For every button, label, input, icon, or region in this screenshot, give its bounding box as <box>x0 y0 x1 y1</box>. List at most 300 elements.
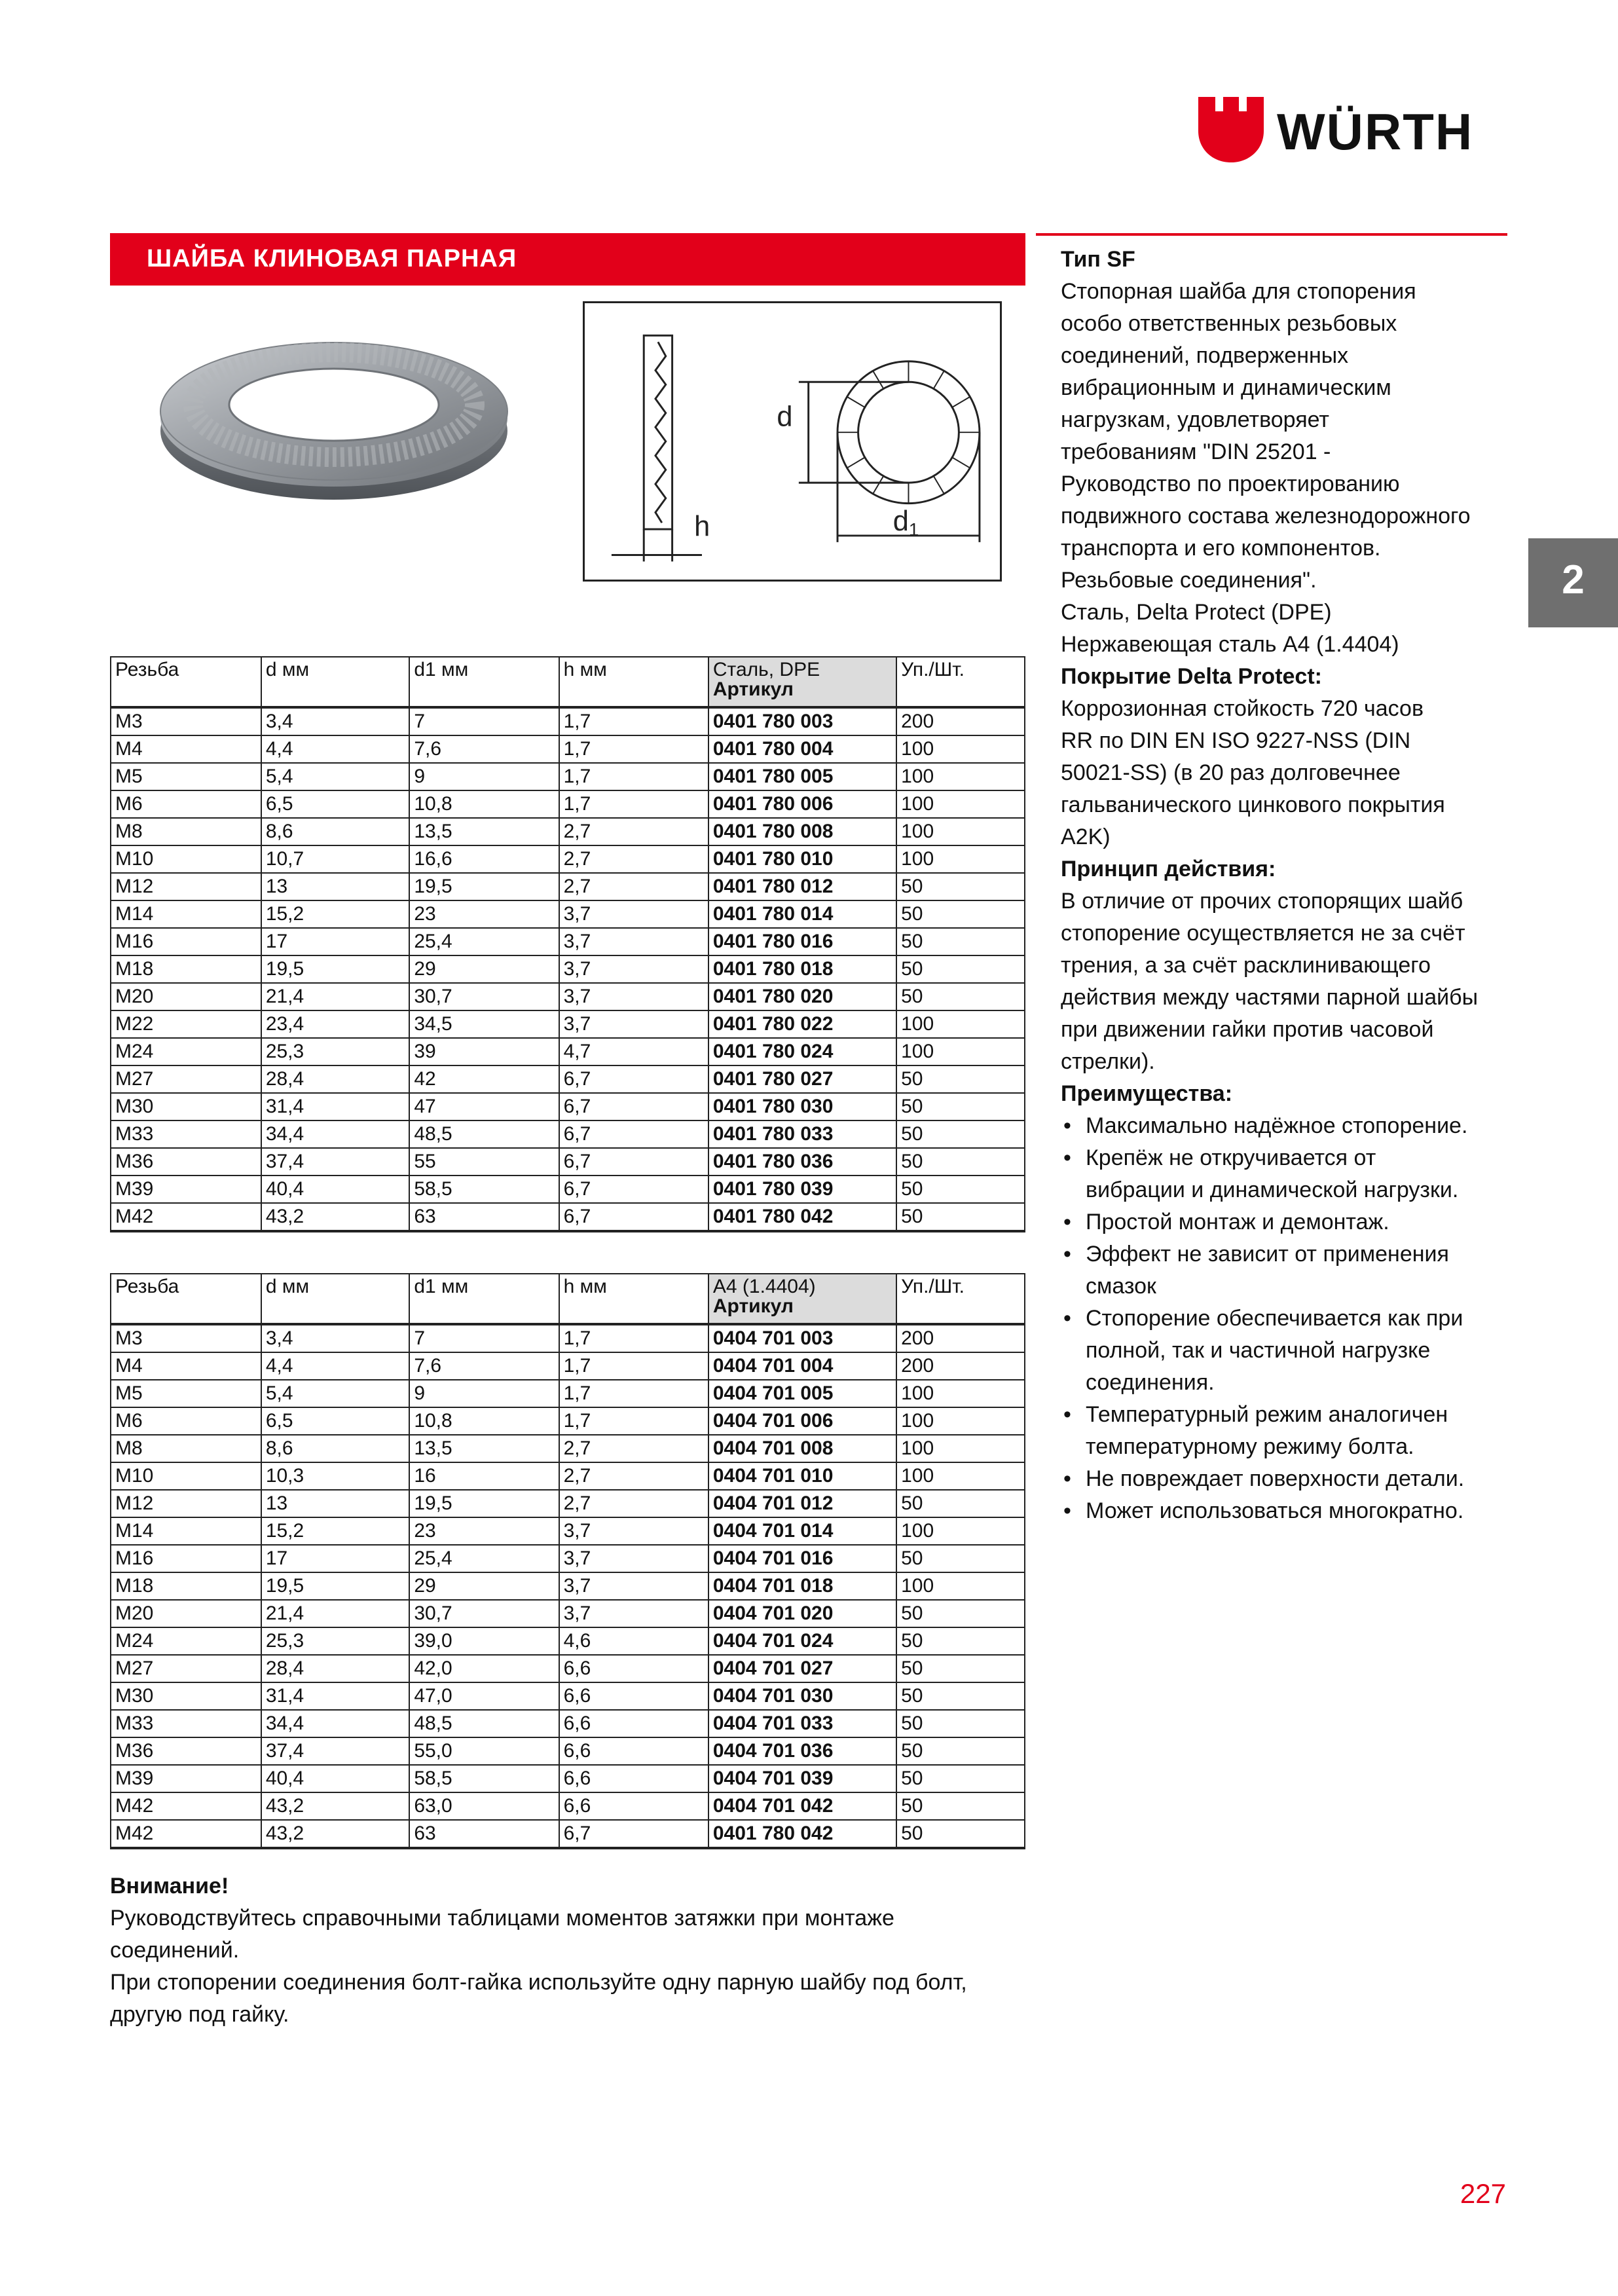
col-header-thread: Резьба <box>111 1274 261 1324</box>
table-row <box>111 1792 1025 1820</box>
cell-h: 6,6 <box>559 1710 708 1737</box>
cell-thread: M24 <box>111 1627 261 1655</box>
cell-d1: 48,5 <box>409 1710 559 1737</box>
table-header-row <box>111 1274 1025 1324</box>
cell-pack: 100 <box>896 735 1025 763</box>
principle-text-line: действия между частями парной шайбы <box>1061 985 1479 1010</box>
cell-article: 0401 780 027 <box>708 1065 896 1093</box>
cell-thread: M42 <box>111 1203 261 1231</box>
notice <box>110 1870 1040 2031</box>
cell-h: 6,7 <box>559 1148 708 1176</box>
table-row <box>111 1572 1025 1600</box>
cell-pack: 50 <box>896 1148 1025 1176</box>
cell-h: 1,7 <box>559 790 708 818</box>
cell-d1: 55,0 <box>409 1737 559 1765</box>
drawing-label-d: d <box>777 401 793 433</box>
cell-d1: 25,4 <box>409 928 559 955</box>
cell-h: 2,7 <box>559 845 708 873</box>
cell-pack: 50 <box>896 955 1025 983</box>
cell-h: 6,7 <box>559 1203 708 1231</box>
cell-thread: M36 <box>111 1148 261 1176</box>
cell-article: 0401 780 008 <box>708 818 896 845</box>
col-header-thread: Резьба <box>111 657 261 707</box>
advantage-item <box>1061 1110 1519 1142</box>
table-row <box>111 1710 1025 1737</box>
cell-article: 0401 780 039 <box>708 1176 896 1203</box>
cell-h: 6,6 <box>559 1765 708 1792</box>
cell-d: 15,2 <box>261 900 410 928</box>
cell-d1: 47 <box>409 1093 559 1120</box>
cell-d1: 9 <box>409 763 559 790</box>
cell-pack: 50 <box>896 1065 1025 1093</box>
cell-d: 43,2 <box>261 1792 410 1820</box>
cell-d: 13 <box>261 1490 410 1517</box>
cell-article: 0404 701 003 <box>708 1324 896 1352</box>
cell-article: 0404 701 018 <box>708 1572 896 1600</box>
cell-thread: M12 <box>111 873 261 900</box>
cell-d: 34,4 <box>261 1710 410 1737</box>
cell-h: 6,6 <box>559 1737 708 1765</box>
cell-thread: M8 <box>111 818 261 845</box>
principle-text-line: стопорение осуществляется не за счёт <box>1061 921 1465 946</box>
type-text <box>1061 276 1519 661</box>
col-header-material: Сталь, DPE <box>712 659 820 680</box>
type-text-line: нагрузкам, удовлетворяет <box>1061 407 1329 432</box>
advantage-item-line: • Стопорение обеспечивается как при <box>1086 1306 1463 1331</box>
cell-d1: 7,6 <box>409 1352 559 1380</box>
table-row <box>111 873 1025 900</box>
cell-article: 0401 780 022 <box>708 1010 896 1038</box>
cell-h: 6,6 <box>559 1792 708 1820</box>
coating-text <box>1061 693 1519 853</box>
table-row <box>111 1324 1025 1352</box>
table-row <box>111 1517 1025 1545</box>
table-row <box>111 818 1025 845</box>
cell-thread: M30 <box>111 1682 261 1710</box>
cell-thread: M20 <box>111 983 261 1010</box>
cell-pack: 50 <box>896 1682 1025 1710</box>
cell-d1: 29 <box>409 1572 559 1600</box>
cell-pack: 50 <box>896 1710 1025 1737</box>
table-row <box>111 1407 1025 1435</box>
cell-article: 0401 780 005 <box>708 763 896 790</box>
col-header-article-label: Артикул <box>712 1295 794 1317</box>
cell-pack: 100 <box>896 763 1025 790</box>
type-text-line: особо ответственных резьбовых <box>1061 311 1397 336</box>
cell-article: 0404 701 008 <box>708 1435 896 1462</box>
table-row <box>111 1765 1025 1792</box>
cell-h: 6,7 <box>559 1176 708 1203</box>
cell-article: 0401 780 030 <box>708 1093 896 1120</box>
cell-d1: 9 <box>409 1380 559 1407</box>
cell-thread: M6 <box>111 1407 261 1435</box>
cell-h: 6,7 <box>559 1065 708 1093</box>
cell-article: 0404 701 012 <box>708 1490 896 1517</box>
advantage-item-line: • Крепёж не откручивается от <box>1086 1145 1376 1170</box>
table-row <box>111 1820 1025 1848</box>
col-header-d1: d1 мм <box>409 1274 559 1324</box>
col-header-d1: d1 мм <box>409 657 559 707</box>
notice-text-line: При стопорении соединения болт-гайка используйте одну парную шайбу под болт, <box>110 1970 967 1995</box>
table-row <box>111 1093 1025 1120</box>
cell-d: 25,3 <box>261 1627 410 1655</box>
cell-pack: 50 <box>896 873 1025 900</box>
cell-h: 6,6 <box>559 1682 708 1710</box>
table-row <box>111 1065 1025 1093</box>
cell-article: 0401 780 018 <box>708 955 896 983</box>
wurth-logo <box>1198 97 1506 162</box>
cell-pack: 50 <box>896 1792 1025 1820</box>
cell-article: 0401 780 024 <box>708 1038 896 1065</box>
advantage-item-line: • Максимально надёжное стопорение. <box>1086 1113 1468 1138</box>
cell-pack: 100 <box>896 818 1025 845</box>
drawing-label-h: h <box>694 510 710 542</box>
table-row <box>111 1737 1025 1765</box>
cell-article: 0404 701 020 <box>708 1600 896 1627</box>
table-body <box>111 707 1025 1231</box>
principle-text-line: В отличие от прочих стопорящих шайб <box>1061 889 1463 914</box>
cell-d1: 58,5 <box>409 1765 559 1792</box>
cell-thread: M3 <box>111 1324 261 1352</box>
cell-pack: 200 <box>896 707 1025 735</box>
type-heading: Тип SF <box>1061 247 1135 272</box>
advantage-item <box>1061 1399 1519 1463</box>
cell-h: 1,7 <box>559 707 708 735</box>
principle-text <box>1061 885 1519 1078</box>
cell-d: 19,5 <box>261 1572 410 1600</box>
drawing-label-d1-sub: 1 <box>908 519 919 540</box>
cell-thread: M18 <box>111 1572 261 1600</box>
cell-d1: 63 <box>409 1203 559 1231</box>
col-header-d: d мм <box>261 1274 410 1324</box>
cell-d1: 63 <box>409 1820 559 1848</box>
notice-text-line: другую под гайку. <box>110 2002 289 2027</box>
cell-h: 3,7 <box>559 1572 708 1600</box>
table-row <box>111 763 1025 790</box>
cell-article: 0404 701 024 <box>708 1627 896 1655</box>
cell-article: 0404 701 010 <box>708 1462 896 1490</box>
table-row <box>111 955 1025 983</box>
cell-thread: M18 <box>111 955 261 983</box>
cell-h: 1,7 <box>559 1352 708 1380</box>
principle-heading: Принцип действия: <box>1061 857 1276 881</box>
advantage-item-line: соединения. <box>1086 1370 1215 1395</box>
header-rule <box>1036 233 1507 236</box>
cell-pack: 50 <box>896 928 1025 955</box>
cell-thread: M6 <box>111 790 261 818</box>
col-header-material: A4 (1.4404) <box>712 1276 816 1297</box>
cell-h: 2,7 <box>559 818 708 845</box>
cell-h: 4,6 <box>559 1627 708 1655</box>
title-band <box>110 233 1025 286</box>
advantage-item-line: • Может использоваться многократно. <box>1086 1498 1464 1523</box>
cell-d: 40,4 <box>261 1176 410 1203</box>
cell-d: 31,4 <box>261 1093 410 1120</box>
cell-pack: 50 <box>896 1600 1025 1627</box>
notice-text-line: соединений. <box>110 1938 240 1963</box>
cell-h: 1,7 <box>559 735 708 763</box>
advantage-item-line: полной, так и частичной нагрузке <box>1086 1338 1431 1363</box>
col-header-article-label: Артикул <box>712 678 794 700</box>
advantage-item-line: • Температурный режим аналогичен <box>1086 1402 1448 1427</box>
cell-d1: 7 <box>409 707 559 735</box>
cell-d1: 39 <box>409 1038 559 1065</box>
cell-d: 10,3 <box>261 1462 410 1490</box>
principle-text-line: трения, а за счёт расклинивающего <box>1061 953 1431 978</box>
cell-thread: M3 <box>111 707 261 735</box>
cell-d1: 39,0 <box>409 1627 559 1655</box>
cell-pack: 100 <box>896 1407 1025 1435</box>
table-row <box>111 735 1025 763</box>
cell-pack: 50 <box>896 1655 1025 1682</box>
section-tab-number: 2 <box>1562 557 1585 602</box>
notice-heading: Внимание! <box>110 1874 229 1898</box>
cell-pack: 50 <box>896 1176 1025 1203</box>
cell-d: 10,7 <box>261 845 410 873</box>
cell-pack: 50 <box>896 1820 1025 1848</box>
cell-thread: M4 <box>111 735 261 763</box>
advantage-item <box>1061 1463 1519 1495</box>
advantage-item <box>1061 1206 1519 1238</box>
cell-d: 6,5 <box>261 1407 410 1435</box>
principle-text-line: при движении гайки против часовой <box>1061 1017 1434 1042</box>
cell-d: 13 <box>261 873 410 900</box>
stainless-a4-table <box>110 1273 1025 1849</box>
cell-d1: 10,8 <box>409 790 559 818</box>
cell-d: 3,4 <box>261 707 410 735</box>
advantages-heading: Преимущества: <box>1061 1081 1233 1106</box>
cell-d: 23,4 <box>261 1010 410 1038</box>
cell-article: 0401 780 003 <box>708 707 896 735</box>
technical-drawing <box>583 301 1002 582</box>
cell-thread: M36 <box>111 1737 261 1765</box>
cell-thread: M4 <box>111 1352 261 1380</box>
cell-pack: 50 <box>896 900 1025 928</box>
cell-d: 4,4 <box>261 735 410 763</box>
advantage-item-line: • Простой монтаж и демонтаж. <box>1086 1210 1389 1234</box>
cell-pack: 100 <box>896 845 1025 873</box>
cell-pack: 50 <box>896 1627 1025 1655</box>
cell-d1: 13,5 <box>409 1435 559 1462</box>
cell-h: 2,7 <box>559 873 708 900</box>
table-header-row <box>111 657 1025 707</box>
type-text-line: требованиям "DIN 25201 - <box>1061 439 1331 464</box>
cell-d1: 29 <box>409 955 559 983</box>
advantages-list <box>1061 1110 1519 1527</box>
cell-h: 3,7 <box>559 983 708 1010</box>
cell-article: 0404 701 039 <box>708 1765 896 1792</box>
cell-d1: 42 <box>409 1065 559 1093</box>
cell-article: 0401 780 014 <box>708 900 896 928</box>
table-row <box>111 1380 1025 1407</box>
table-row <box>111 1600 1025 1627</box>
cell-pack: 100 <box>896 1462 1025 1490</box>
cell-d1: 42,0 <box>409 1655 559 1682</box>
cell-d: 5,4 <box>261 1380 410 1407</box>
cell-article: 0401 780 016 <box>708 928 896 955</box>
col-header-pack: Уп./Шт. <box>896 1274 1025 1324</box>
cell-thread: M14 <box>111 1517 261 1545</box>
cell-article: 0401 780 004 <box>708 735 896 763</box>
col-header-article <box>708 1274 896 1324</box>
notice-text <box>110 1902 1040 2031</box>
advantage-item <box>1061 1303 1519 1399</box>
cell-d: 21,4 <box>261 1600 410 1627</box>
cell-article: 0404 701 016 <box>708 1545 896 1572</box>
cell-thread: M10 <box>111 1462 261 1490</box>
cell-pack: 100 <box>896 1038 1025 1065</box>
table-row <box>111 928 1025 955</box>
cell-h: 3,7 <box>559 955 708 983</box>
cell-thread: M5 <box>111 1380 261 1407</box>
wurth-logo-mark-icon <box>1198 97 1264 162</box>
cell-d: 4,4 <box>261 1352 410 1380</box>
cell-d: 28,4 <box>261 1065 410 1093</box>
cell-pack: 50 <box>896 1203 1025 1231</box>
cell-d1: 30,7 <box>409 983 559 1010</box>
cell-article: 0404 701 005 <box>708 1380 896 1407</box>
coating-text-line: гальванического цинкового покрытия <box>1061 792 1445 817</box>
table-row <box>111 1682 1025 1710</box>
page-title: ШАЙБА КЛИНОВАЯ ПАРНАЯ <box>147 245 517 272</box>
cell-pack: 100 <box>896 1572 1025 1600</box>
cell-thread: M27 <box>111 1065 261 1093</box>
cell-h: 6,7 <box>559 1820 708 1848</box>
coating-text-line: A2K) <box>1061 824 1111 849</box>
drawing-label-d1 <box>893 506 919 540</box>
cell-thread: M39 <box>111 1765 261 1792</box>
advantage-item-line: температурному режиму болта. <box>1086 1434 1414 1459</box>
cell-h: 2,7 <box>559 1490 708 1517</box>
table-row <box>111 1545 1025 1572</box>
cell-thread: M42 <box>111 1792 261 1820</box>
steel-dpe-table <box>110 656 1025 1232</box>
cell-d1: 63,0 <box>409 1792 559 1820</box>
notice-text-line: Руководствуйтесь справочными таблицами моментов затяжки при монтаже <box>110 1906 894 1931</box>
cell-thread: M14 <box>111 900 261 928</box>
col-header-article <box>708 657 896 707</box>
cell-pack: 50 <box>896 1765 1025 1792</box>
table-row <box>111 1203 1025 1231</box>
cell-pack: 50 <box>896 983 1025 1010</box>
cell-article: 0404 701 027 <box>708 1655 896 1682</box>
coating-text-line: RR по DIN EN ISO 9227-NSS (DIN <box>1061 728 1411 753</box>
cell-pack: 50 <box>896 1093 1025 1120</box>
cell-article: 0404 701 033 <box>708 1710 896 1737</box>
drawing-label-d1-main: d <box>892 506 909 538</box>
cell-d1: 30,7 <box>409 1600 559 1627</box>
cell-thread: M16 <box>111 928 261 955</box>
cell-h: 3,7 <box>559 900 708 928</box>
table-row <box>111 1038 1025 1065</box>
cell-thread: M12 <box>111 1490 261 1517</box>
cell-pack: 50 <box>896 1545 1025 1572</box>
cell-d1: 23 <box>409 1517 559 1545</box>
cell-h: 3,7 <box>559 1600 708 1627</box>
advantage-item <box>1061 1142 1519 1206</box>
cell-h: 6,6 <box>559 1655 708 1682</box>
cell-thread: M20 <box>111 1600 261 1627</box>
advantage-item-line: • Эффект не зависит от применения <box>1086 1242 1449 1267</box>
type-text-line: Сталь, Delta Protect (DPE) <box>1061 600 1332 625</box>
cell-article: 0401 780 033 <box>708 1120 896 1148</box>
cell-d1: 47,0 <box>409 1682 559 1710</box>
col-header-d: d мм <box>261 657 410 707</box>
cell-thread: M5 <box>111 763 261 790</box>
table-row <box>111 1655 1025 1682</box>
cell-d: 21,4 <box>261 983 410 1010</box>
table-row <box>111 1120 1025 1148</box>
cell-d1: 7 <box>409 1324 559 1352</box>
cell-d: 34,4 <box>261 1120 410 1148</box>
cell-thread: M42 <box>111 1820 261 1848</box>
side-view <box>612 335 702 561</box>
cell-d1: 48,5 <box>409 1120 559 1148</box>
table-row <box>111 790 1025 818</box>
type-text-line: соединений, подверженных <box>1061 343 1349 368</box>
cell-d: 40,4 <box>261 1765 410 1792</box>
table-row <box>111 845 1025 873</box>
cell-pack: 200 <box>896 1352 1025 1380</box>
table-row <box>111 983 1025 1010</box>
cell-thread: M22 <box>111 1010 261 1038</box>
cell-h: 1,7 <box>559 763 708 790</box>
cell-article: 0404 701 004 <box>708 1352 896 1380</box>
cell-pack: 200 <box>896 1324 1025 1352</box>
cell-d: 37,4 <box>261 1148 410 1176</box>
cell-h: 2,7 <box>559 1462 708 1490</box>
cell-article: 0401 780 042 <box>708 1203 896 1231</box>
advantage-item-line: вибрации и динамической нагрузки. <box>1086 1177 1459 1202</box>
table-row <box>111 900 1025 928</box>
cell-d1: 19,5 <box>409 1490 559 1517</box>
cell-article: 0404 701 030 <box>708 1682 896 1710</box>
cell-d: 6,5 <box>261 790 410 818</box>
cell-d: 8,6 <box>261 818 410 845</box>
cell-h: 3,7 <box>559 1517 708 1545</box>
cell-h: 2,7 <box>559 1435 708 1462</box>
cell-thread: M39 <box>111 1176 261 1203</box>
cell-thread: M10 <box>111 845 261 873</box>
principle-text-line: стрелки). <box>1061 1049 1155 1074</box>
cell-h: 3,7 <box>559 1545 708 1572</box>
cell-thread: M24 <box>111 1038 261 1065</box>
cell-h: 3,7 <box>559 928 708 955</box>
cell-d: 43,2 <box>261 1820 410 1848</box>
table-body <box>111 1324 1025 1848</box>
cell-thread: M30 <box>111 1093 261 1120</box>
cell-d1: 13,5 <box>409 818 559 845</box>
type-text-line: Стопорная шайба для стопорения <box>1061 279 1416 304</box>
cell-pack: 100 <box>896 1517 1025 1545</box>
cell-d: 15,2 <box>261 1517 410 1545</box>
col-header-pack: Уп./Шт. <box>896 657 1025 707</box>
type-text-line: транспорта и его компонентов. <box>1061 536 1381 561</box>
cell-pack: 100 <box>896 1010 1025 1038</box>
advantage-item-line: смазок <box>1086 1274 1156 1299</box>
cell-article: 0404 701 014 <box>708 1517 896 1545</box>
product-description <box>1061 244 1519 1527</box>
cell-pack: 100 <box>896 790 1025 818</box>
wurth-logo-text: WÜRTH <box>1277 103 1474 160</box>
cell-article: 0401 780 020 <box>708 983 896 1010</box>
cell-pack: 100 <box>896 1435 1025 1462</box>
cell-article: 0404 701 042 <box>708 1792 896 1820</box>
cell-article: 0401 780 006 <box>708 790 896 818</box>
coating-text-line: Коррозионная стойкость 720 часов <box>1061 696 1424 721</box>
table-row <box>111 1435 1025 1462</box>
cell-h: 1,7 <box>559 1380 708 1407</box>
